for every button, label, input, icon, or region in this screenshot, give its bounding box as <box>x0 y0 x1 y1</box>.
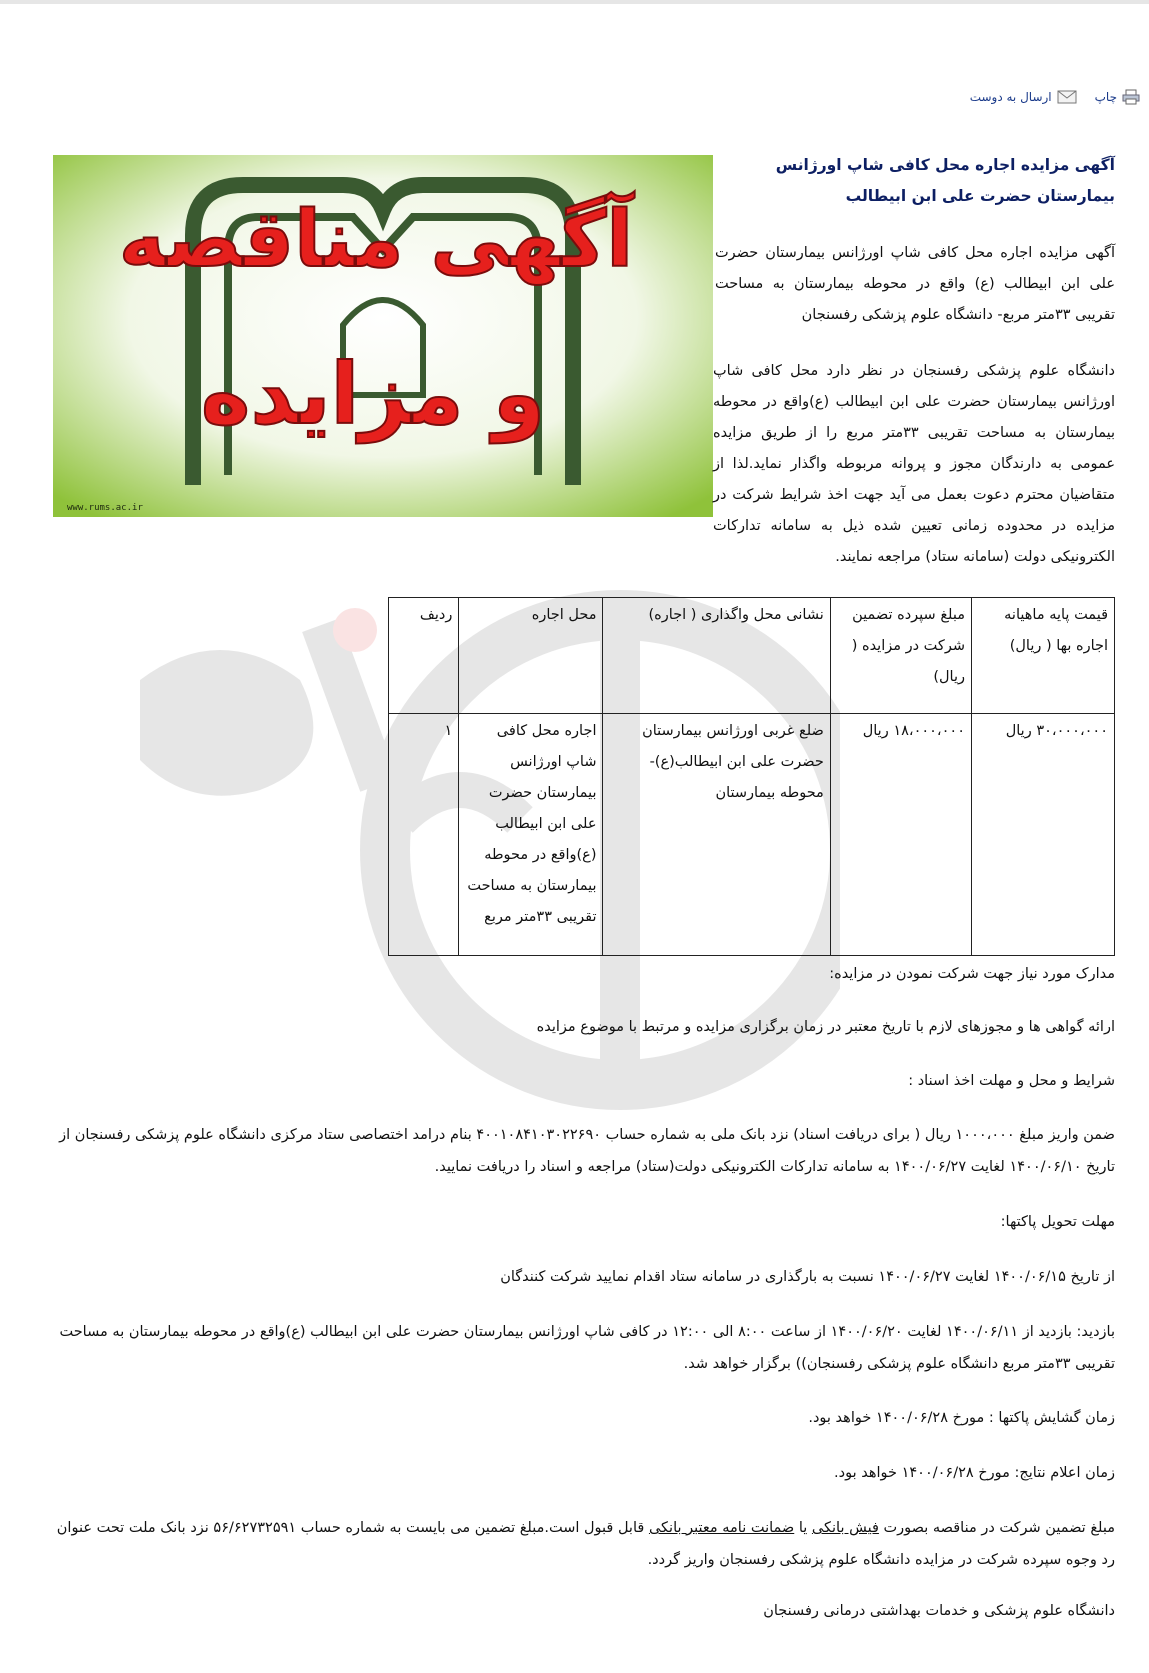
deadline-text: از تاریخ ۱۴۰۰/۰۶/۱۵ لغایت ۱۴۰۰/۰۶/۲۷ نسبت به بارگذاری در سامانه ستاد اقدام نمایید شرکت کنندگان <box>500 1269 1115 1285</box>
guarantee-part-1: مبلغ تضمین شرکت در مناقصه بصورت <box>878 1520 1115 1536</box>
opening-text: زمان گشایش پاکتها : مورخ ۱۴۰۰/۰۶/۲۸ خواهد بود. <box>808 1410 1115 1426</box>
table-row <box>389 714 1115 956</box>
bank-receipt-term: فیش بانکی <box>811 1520 879 1536</box>
lease-table <box>388 597 1115 956</box>
results-text: زمان اعلام نتایج: مورخ ۱۴۰۰/۰۶/۲۸ خواهد بود. <box>834 1465 1115 1481</box>
article-toolbar <box>950 86 1140 108</box>
tender-banner-image <box>53 155 713 517</box>
envelope-icon <box>1057 90 1077 104</box>
intro-paragraph: آگهی مزایده اجاره محل کافی شاپ اورژانس بیمارستان حضرت علی ابن ابیطالب (ع) واقع در محوطه بیمارستان به مساحت تقریبی ۳۳متر مربع- دانشگاه علوم پزشکی رفسنجان <box>715 245 1115 323</box>
terms-text: ضمن واریز مبلغ ۱۰۰۰،۰۰۰ ریال ( برای دریافت اسناد) نزد بانک ملی به شماره حساب ۴۰۰۱۰۸۴۱۰۳۰۲۲۶۹۰ بنام درامد اختصاصی ستاد مرکزی دانشگاه علوم پزشکی رفسنجان از تاریخ ۱۴۰۰/۰۶/۱۰ لغایت ۱۴۰۰/۰۶/۲۷ به سامانه تدارکات الکترونیکی دولت(ستاد) مراجعه و اسناد را دریافت نمایید. <box>59 1127 1115 1175</box>
signature: دانشگاه علوم پزشکی و خدمات بهداشتی درمانی رفسنجان <box>763 1603 1115 1619</box>
article-title: آگهی مزایده اجاره محل کافی شاپ اورژانس بیمارستان حضرت علی ابن ابیطالب <box>775 156 1115 205</box>
bank-guarantee-term: ضمانت نامه معتبر بانکی <box>648 1520 795 1536</box>
cell-deposit: ۱۸،۰۰۰،۰۰۰ ریال <box>830 714 971 956</box>
print-label: چاپ <box>1094 90 1117 104</box>
docs-heading: مدارک مورد نیاز جهت شرکت نمودن در مزایده: <box>829 966 1115 982</box>
deadline-heading: مهلت تحویل پاکتها: <box>1000 1214 1115 1230</box>
header-deposit: مبلغ سپرده تضمین شرکت در مزایده ( ریال) <box>830 598 971 714</box>
banner-headline-2: و مزایده <box>200 345 546 443</box>
guarantee-text <box>45 1512 1115 1576</box>
print-button[interactable] <box>1095 89 1140 105</box>
cell-address: ضلع غربی اورژانس بیمارستان حضرت علی ابن ابیطالب(ع)- محوطه بیمارستان <box>603 714 830 956</box>
cell-base-price: ۳۰،۰۰۰،۰۰۰ ریال <box>971 714 1114 956</box>
banner-url: www.rums.ac.ir <box>67 503 143 513</box>
header-address: نشانی محل واگذاری ( اجاره) <box>603 598 830 714</box>
cell-row-number: ۱ <box>389 714 459 956</box>
guarantee-part-3: قابل قبول است.مبلغ تضمین می بایست به شماره حساب ۵۶/۶۲۷۳۲۵۹۱ نزد بانک ملت تحت عنوان رد وجوه سپرده شرکت در مزایده دانشگاه علوم پزشکی رفسنجان واریز گردد. <box>56 1520 1115 1568</box>
banner-headline-1: آگهی مناقصه <box>118 195 634 285</box>
body-paragraph: دانشگاه علوم پزشکی رفسنجان در نظر دارد محل کافی شاپ اورژانس بیمارستان حضرت علی ابن ابیطالب (ع)واقع در محوطه بیمارستان به مساحت تقریبی ۳۳متر مربع را از طریق مزایده عمومی به دارندگان مجوز و پروانه مربوطه واگذار نماید.لذا از متقاضیان محترم دعوت بعمل می آید جهت اخذ شرایط شرکت در مزایده در محدوده زمانی تعیین شده ذیل به سامانه تدارکات الکترونیکی دولت (سامانه ستاد) مراجعه نمایند. <box>713 363 1115 565</box>
header-base-price: قیمت پایه ماهیانه اجاره بها ( ریال) <box>971 598 1114 714</box>
guarantee-part-2: یا <box>794 1520 812 1536</box>
top-border <box>0 0 1149 4</box>
table-header-row <box>389 598 1115 714</box>
header-row-number: ردیف <box>389 598 459 714</box>
docs-text: ارائه گواهی ها و مجوزهای لازم با تاریخ معتبر در زمان برگزاری مزایده و مرتبط با موضوع مزایده <box>536 1019 1115 1035</box>
header-location: محل اجاره <box>459 598 603 714</box>
printer-icon <box>1122 89 1140 105</box>
cell-location: اجاره محل کافی شاپ اورژانس بیمارستان حضرت علی ابن ابیطالب (ع)واقع در محوطه بیمارستان به مساحت تقریبی ۳۳متر مربع <box>459 714 603 956</box>
visit-text: بازدید: بازدید از ۱۴۰۰/۰۶/۱۱ لغایت ۱۴۰۰/۰۶/۲۰ از ساعت ۸:۰۰ الی ۱۲:۰۰ در کافی شاپ اورژانس بیمارستان حضرت علی ابن ابیطالب (ع)واقع در محوطه بیمارستان به مساحت تقریبی ۳۳متر مربع دانشگاه علوم پزشکی رفسنجان)) برگزار خواهد شد. <box>59 1324 1115 1372</box>
send-label: ارسال به دوست <box>969 90 1052 104</box>
terms-heading: شرایط و محل و مهلت اخذ اسناد : <box>908 1073 1115 1089</box>
send-to-friend-button[interactable] <box>970 90 1077 104</box>
